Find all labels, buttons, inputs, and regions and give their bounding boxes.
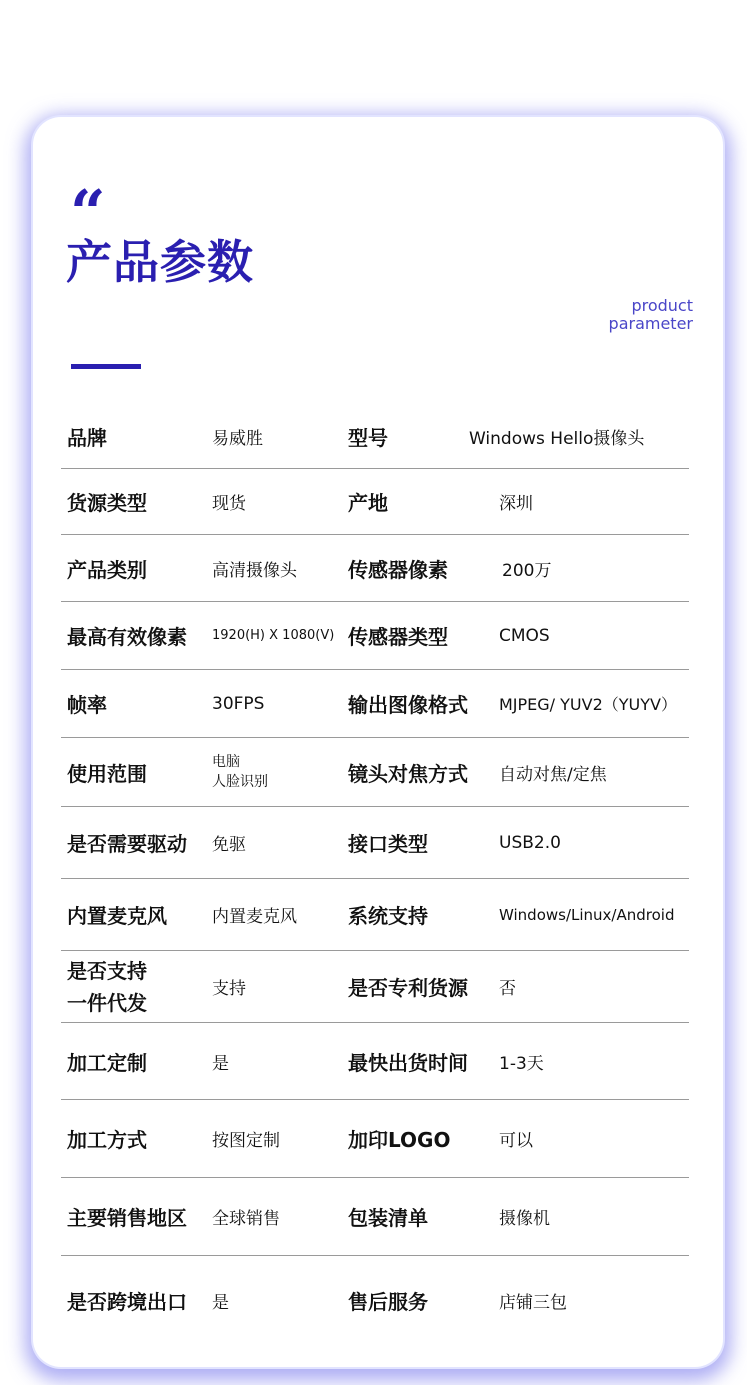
param-value: USB2.0 (499, 832, 561, 853)
param-key: 加印LOGO (348, 1128, 451, 1152)
table-row (61, 602, 689, 670)
param-key: 传感器像素 (348, 557, 448, 582)
param-key: 内置麦克风 (67, 904, 167, 928)
param-key: 最高有效像素 (67, 625, 187, 649)
subtitle-line-1: product (631, 296, 693, 315)
param-key: 传感器类型 (348, 625, 448, 649)
param-key: 产地 (348, 491, 388, 515)
accent-divider (71, 364, 141, 369)
table-row (61, 670, 689, 738)
param-key: 品牌 (67, 426, 107, 450)
param-value: 1920(H) X 1080(V) (212, 628, 335, 643)
param-key (67, 951, 147, 1022)
table-row (61, 879, 689, 951)
page-subtitle (609, 297, 693, 333)
param-key-line: 是否支持 (67, 958, 147, 983)
param-value: 按图定制 (212, 1131, 280, 1151)
param-value: 店铺三包 (499, 1292, 567, 1313)
param-key: 输出图像格式 (348, 693, 468, 717)
param-value: 200万 (502, 560, 552, 581)
param-value: 30FPS (212, 693, 265, 714)
quote-mark-icon: “ (70, 176, 106, 249)
param-value-line: 人脸识别 (212, 774, 268, 790)
table-row (61, 535, 689, 602)
param-value (212, 738, 268, 806)
param-value: 高清摄像头 (212, 560, 297, 581)
param-key: 镜头对焦方式 (348, 761, 468, 786)
param-value: 现货 (212, 494, 246, 514)
param-value: 1-3天 (499, 1053, 544, 1074)
param-key: 是否跨境出口 (67, 1289, 187, 1314)
param-key: 系统支持 (348, 904, 428, 928)
param-value: 易威胜 (212, 429, 263, 449)
param-key: 帧率 (67, 693, 107, 717)
table-row (61, 951, 689, 1023)
param-value: Windows Hello摄像头 (469, 429, 645, 449)
param-value-line: 电脑 (212, 754, 240, 770)
table-row (61, 469, 689, 535)
param-key: 加工方式 (67, 1128, 147, 1152)
param-value: 否 (499, 979, 516, 999)
param-value: CMOS (499, 625, 550, 646)
param-value: MJPEG/ YUV2（YUYV） (499, 695, 677, 714)
parameter-table (61, 405, 689, 1344)
table-row (61, 1256, 689, 1344)
subtitle-line-2: parameter (608, 314, 693, 333)
param-value: 摄像机 (499, 1209, 550, 1229)
param-key: 货源类型 (67, 491, 147, 515)
param-key: 最快出货时间 (348, 1050, 468, 1075)
table-row (61, 405, 689, 469)
param-value: 内置麦克风 (212, 907, 297, 927)
param-key: 售后服务 (348, 1289, 428, 1314)
page-title: 产品参数 (66, 235, 254, 289)
param-value: 可以 (499, 1131, 533, 1151)
param-value: 支持 (212, 979, 246, 999)
table-row (61, 807, 689, 879)
table-row (61, 738, 689, 807)
param-key: 型号 (348, 426, 388, 450)
param-key: 包装清单 (348, 1206, 428, 1230)
param-value: 深圳 (499, 494, 533, 514)
param-key: 使用范围 (67, 761, 147, 786)
param-key: 主要销售地区 (67, 1206, 187, 1230)
param-value: 是 (212, 1053, 229, 1074)
param-value: 是 (212, 1292, 229, 1313)
param-key: 加工定制 (67, 1050, 147, 1075)
param-key: 是否需要驱动 (67, 832, 187, 856)
param-value: 免驱 (212, 835, 246, 855)
table-row (61, 1100, 689, 1178)
param-key-line: 一件代发 (67, 990, 147, 1015)
table-row (61, 1178, 689, 1256)
table-row (61, 1023, 689, 1100)
param-key: 产品类别 (67, 557, 147, 582)
param-value: 全球销售 (212, 1209, 280, 1229)
param-key: 接口类型 (348, 832, 428, 856)
param-key: 是否专利货源 (348, 976, 468, 1000)
param-value: Windows/Linux/Android (499, 905, 675, 924)
param-value: 自动对焦/定焦 (499, 764, 607, 785)
